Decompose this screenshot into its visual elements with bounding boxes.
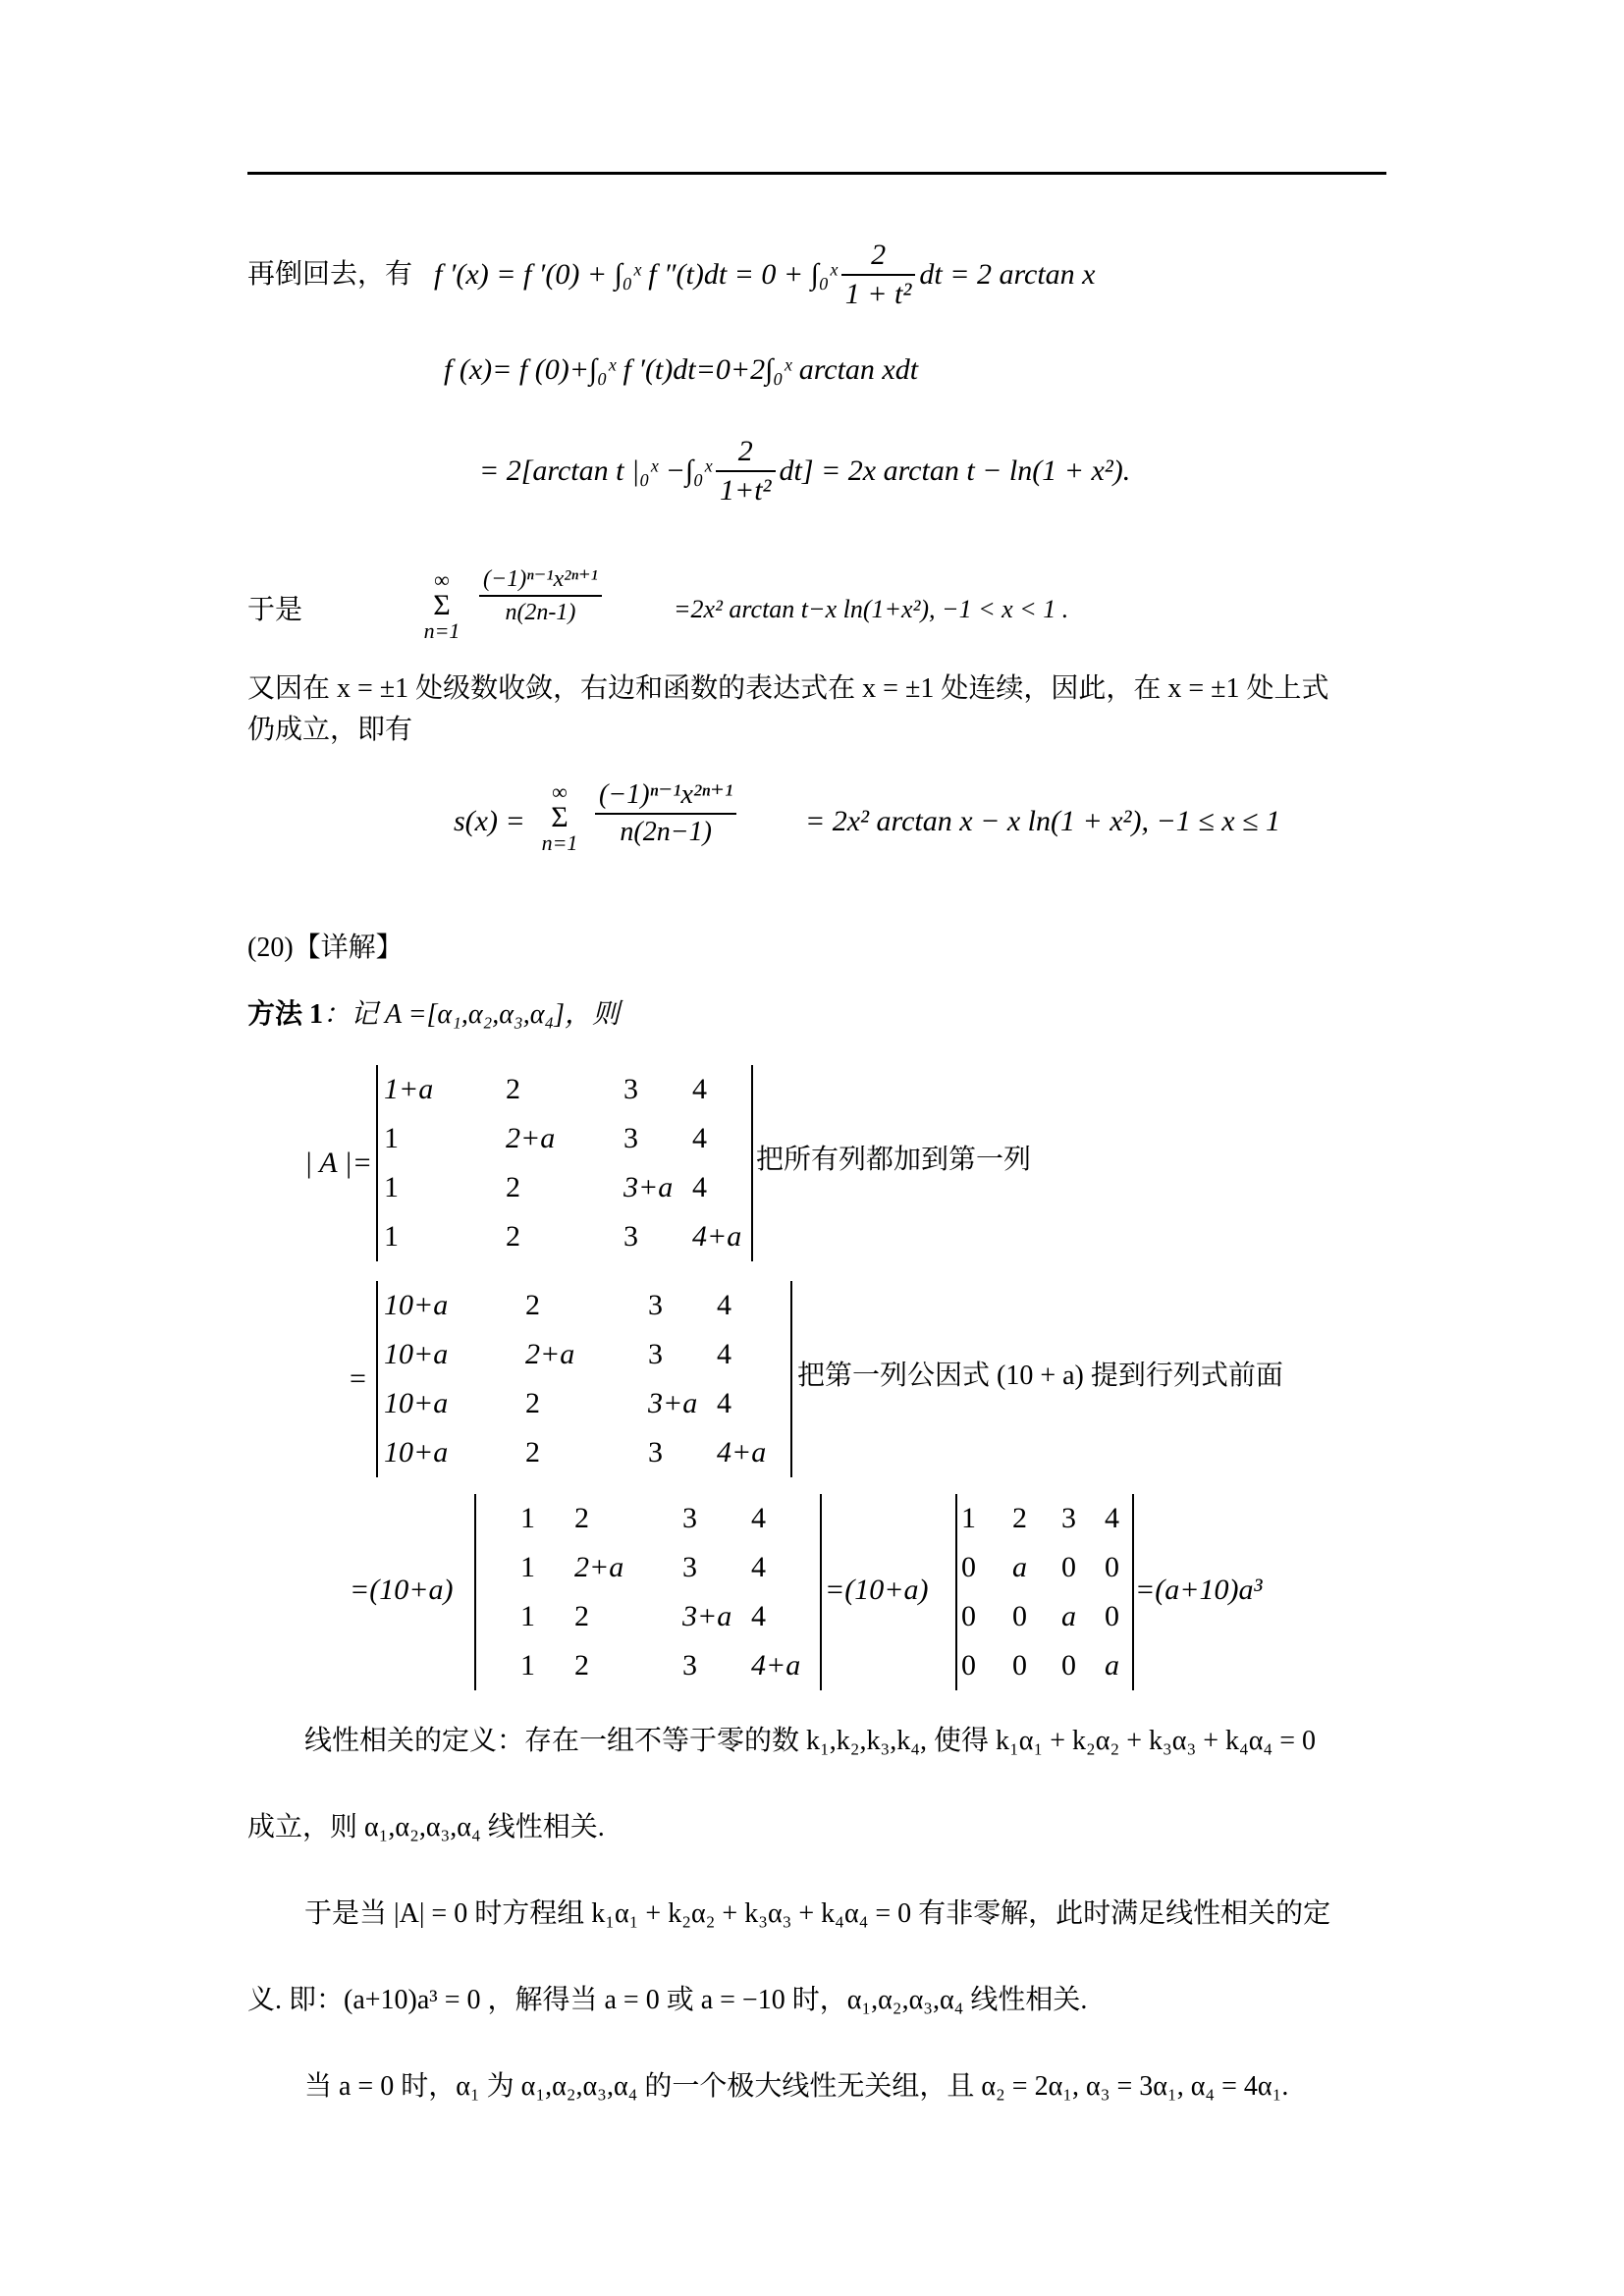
det3-cell-r2-c1: 1 [520,1551,535,1583]
det2-cell-r4-c4: 4+a [717,1436,767,1468]
yushi-label: 于是 [247,595,303,625]
det2-cell-r2-c4: 4 [717,1338,731,1370]
det3-cell-r3-c4: 4 [751,1600,766,1632]
sum-1-num: (−1)ⁿ⁻¹x²ⁿ⁺¹ [479,567,602,597]
sum-2-den: n(2n−1) [620,817,712,847]
det4-cell-r4-c4: a [1105,1649,1119,1682]
det3-cell-r2-c4: 4 [751,1551,766,1583]
det3-cell-r1-c3: 3 [682,1502,697,1534]
det1-cell-r4-c4: 4+a [692,1220,742,1253]
equation-line-1 [247,240,1095,309]
det4-cell-r4-c1: 0 [961,1649,976,1682]
det1-cell-r1-c3: 3 [623,1073,638,1105]
det1-note: 把所有列都加到第一列 [756,1145,1032,1175]
det3-cell-r1-c2: 2 [574,1502,589,1534]
definition-line-1: 线性相关的定义：存在一组不等于零的数 k₁,k₂,k₃,k₄, 使得 k₁α₁ + k₂α₂ + k₃α₃ + k₄α₄ = 0 [304,1726,1316,1756]
det1-cell-r3-c3: 3+a [623,1171,674,1203]
det1-cell-r4-c1: 1 [384,1220,399,1253]
sum-1-operator [422,569,461,642]
det1-cell-r2-c4: 4 [692,1122,707,1154]
det2-cell-r2-c1: 10+a [384,1338,449,1370]
det4-cell-r1-c3: 3 [1061,1502,1076,1534]
paragraph-convergence-cont: 仍成立，即有 [247,715,413,745]
det4-cell-r2-c2: a [1012,1551,1027,1583]
det1-cell-r3-c1: 1 [384,1171,399,1203]
det2-cell-r2-c3: 3 [648,1338,663,1370]
det2-note-text: 把第一列公因式 (10 + a) 提到行列式前面 [797,1361,1283,1391]
det3-cell-r3-c1: 1 [520,1600,535,1632]
det3-cell-r3-c3: 3+a [682,1600,732,1632]
sum-2-fraction [595,781,736,846]
line-3-part-b: dt] = 2x arctan t − ln(1 + x²). [779,454,1131,487]
line-1-frac-den: 1 + t² [844,278,912,310]
det2-cell-r1-c2: 2 [525,1289,540,1321]
det1-cell-r1-c1: 1+a [384,1073,434,1105]
equation-line-2: f (x)= f (0)+∫₀ˣ f ′(t)dt=0+2∫₀ˣ arctan xdt [444,353,919,386]
line-1-tail: dt = 2 arctan x [919,258,1096,291]
det2-cell-r3-c2: 2 [525,1387,540,1419]
determinant-3 [474,1494,822,1690]
line-3-fraction [716,437,776,506]
det2-cell-r4-c1: 10+a [384,1436,449,1468]
det4-cell-r4-c2: 0 [1012,1649,1027,1682]
det3-cell-r1-c1: 1 [520,1502,535,1534]
det3-cell-r2-c3: 3 [682,1551,697,1583]
det4-cell-r1-c4: 4 [1105,1502,1119,1534]
det2-note [797,1362,1283,1390]
method-1-text: ：记 A =[α₁,α₂,α₃,α₄]，则 [323,999,621,1030]
determinant-result: =(a+10)a³ [1135,1574,1263,1606]
det1-cell-r1-c4: 4 [692,1073,707,1105]
paragraph-3-line-1: 于是当 |A| = 0 时方程组 k₁α₁ + k₂α₂ + k₃α₃ + k₄α₄ = 0 有非零解，此时满足线性相关的定 [304,1898,1331,1929]
det1-cell-r4-c2: 2 [506,1220,520,1253]
det4-cell-r4-c3: 0 [1061,1649,1076,1682]
sum-1-sigma: Σ [433,589,451,621]
equation-line-3 [479,437,1130,506]
det1-cell-r2-c2: 2+a [506,1122,556,1154]
det2-cell-r4-c2: 2 [525,1436,540,1468]
det2-cell-r1-c1: 10+a [384,1289,449,1321]
line-1-math: f ′(x) = f ′(0) + ∫₀ˣ f ″(t)dt = 0 + ∫₀ˣ [434,258,838,291]
method-1-label: 方法 1 [247,999,324,1030]
det4-cell-r1-c1: 1 [961,1502,976,1534]
det3-cell-r3-c2: 2 [574,1600,589,1632]
line-3-frac-den: 1+t² [719,474,772,507]
det3-cell-r4-c2: 2 [574,1649,589,1682]
determinant-1 [376,1065,753,1261]
sum-2-operator [540,781,579,854]
method-1-line [247,1001,620,1029]
line-1-prefix: 再倒回去，有 [247,259,413,290]
det4-cell-r2-c1: 0 [961,1551,976,1583]
line-3-frac-num: 2 [716,437,776,472]
sum-2-top: ∞ [552,779,568,804]
factor-10-a: =(10+a) [350,1574,454,1606]
det4-cell-r3-c4: 0 [1105,1600,1119,1632]
det4-cell-r3-c1: 0 [961,1600,976,1632]
section-20-heading: (20)【详解】 [247,933,404,963]
sum-1-bottom: n=1 [423,618,460,643]
abs-a-label: | A |= [304,1147,372,1179]
s-lhs: s(x) = [454,805,525,837]
line-1-frac-num: 2 [841,240,916,276]
paragraph-3-line-2: 义. 即：(a+10)a³ = 0 ，解得当 a = 0 或 a = −10 时，α₁,α₂,α₃,α₄ 线性相关. [247,1985,1088,2015]
det1-cell-r2-c3: 3 [623,1122,638,1154]
det3-cell-r2-c2: 2+a [574,1551,624,1583]
det2-cell-r3-c4: 4 [717,1387,731,1419]
det3-cell-r4-c3: 3 [682,1649,697,1682]
determinant-4 [955,1494,1134,1690]
sum-1-frac [479,567,602,624]
sum-1-rhs: =2x² arctan t−x ln(1+x²), −1 < x < 1 . [674,595,1069,623]
sum-2-num: (−1)ⁿ⁻¹x²ⁿ⁺¹ [595,781,736,815]
det1-cell-r4-c3: 3 [623,1220,638,1253]
det4-cell-r1-c2: 2 [1012,1502,1027,1534]
det1-cell-r1-c2: 2 [506,1073,520,1105]
det2-cell-r3-c3: 3+a [648,1387,698,1419]
factor-10-a-second: =(10+a) [825,1574,929,1606]
sum-1-den: n(2n-1) [505,600,576,625]
det4-cell-r2-c3: 0 [1061,1551,1076,1583]
sum-2-bottom: n=1 [541,830,578,855]
det2-cell-r4-c3: 3 [648,1436,663,1468]
det4-cell-r2-c4: 0 [1105,1551,1119,1583]
sum-2-sigma: Σ [551,801,568,833]
det3-cell-r1-c4: 4 [751,1502,766,1534]
det2-cell-r1-c3: 3 [648,1289,663,1321]
s-rhs: = 2x² arctan x − x ln(1 + x²), −1 ≤ x ≤ 1 [805,805,1280,837]
det3-cell-r4-c1: 1 [520,1649,535,1682]
paragraph-convergence: 又因在 x = ±1 处级数收敛，右边和函数的表达式在 x = ±1 处连续，因此，在 x = ±1 处上式 [247,673,1329,704]
det2-equals: = [350,1362,366,1395]
paragraph-4: 当 a = 0 时，α₁ 为 α₁,α₂,α₃,α₄ 的一个极大线性无关组，且 α₂ = 2α₁, α₃ = 3α₁, α₄ = 4α₁. [304,2071,1289,2102]
det1-cell-r3-c4: 4 [692,1171,707,1203]
det2-cell-r2-c2: 2+a [525,1338,575,1370]
det4-cell-r3-c2: 0 [1012,1600,1027,1632]
line-1-fraction [841,240,916,309]
line-3-part-a: = 2[arctan t |₀ˣ −∫₀ˣ [479,454,712,487]
sum-2-frac [595,781,736,846]
det1-cell-r2-c1: 1 [384,1122,399,1154]
sum-1-top: ∞ [434,567,450,592]
det1-cell-r3-c2: 2 [506,1171,520,1203]
det2-cell-r1-c4: 4 [717,1289,731,1321]
sum-1-fraction [479,567,602,624]
det4-cell-r3-c3: a [1061,1600,1076,1632]
definition-line-2: 成立，则 α₁,α₂,α₃,α₄ 线性相关. [247,1812,605,1842]
header-rule [247,172,1386,175]
determinant-2 [376,1281,792,1477]
det3-cell-r4-c4: 4+a [751,1649,801,1682]
det2-cell-r3-c1: 10+a [384,1387,449,1419]
